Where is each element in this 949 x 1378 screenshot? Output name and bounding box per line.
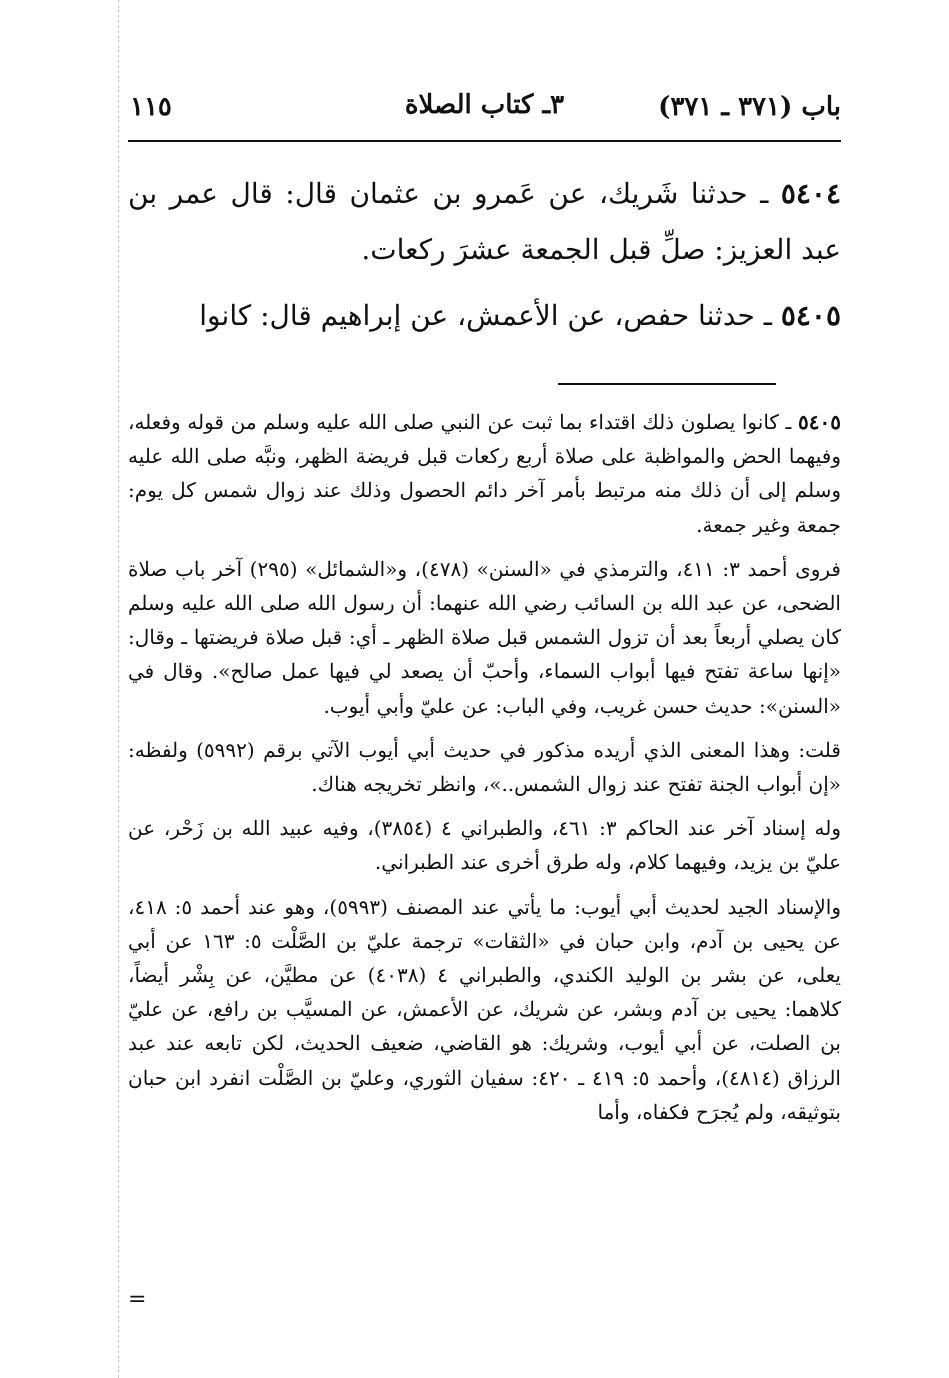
running-header	[128, 80, 841, 136]
chapter-range: باب (٣٧١ ـ ٣٧١)	[658, 92, 841, 122]
main-text	[128, 166, 841, 354]
footnotes	[128, 405, 841, 1139]
hadith-entry	[128, 288, 841, 344]
footnote-paragraph: فروى أحمد ٣: ٤١١، والترمذي في «السنن» (٤٧٨)، و«الشمائل» (٢٩٥) آخر باب صلاة الضحى، عن عبد الله بن السائب رضي الله عنهما: أن رسول الله صلى الله عليه وسلم كان يصلي أربعاً بعد أن تزول الشمس قبل صلاة الظهر ـ أي: قبل صلاة فريضتها ـ وقال: «إنها ساعة تفتح فيها أبواب السماء، وأحبّ أن يصعد لي فيها عمل صالح». وقال في «السنن»: حديث حسن غريب، وفي الباب: عن عليّ وأبي أيوب.	[128, 556, 841, 718]
footnote-number: ٥٤٠٥	[798, 410, 841, 434]
footnote-paragraph: والإسناد الجيد لحديث أبي أيوب: ما يأتي عند المصنف (٥٩٩٣)، وهو عند أحمد ٥: ٤١٨، عن يحيى بن آدم، وابن حبان في «الثقات» ترجمة عليّ بن الصَّلْت ٥: ١٦٣ عن أبي يعلى، عن بشر بن الوليد الكندي، والطبراني ٤ (٤٠٣٨) عن مطيَّن، عن بِشْر أيضاً، كلاهما: يحيى بن آدم وبشر، عن شريك، عن الأعمش، عن المسيَّب بن رافع، عن عليّ بن الصلت، عن أبي أيوب، وشريك: هو القاضي، ضعيف الحديث، لكن تابعه عند عبد الرزاق (٤٨١٤)، وأحمد ٥: ٤١٩ ـ ٤٢٠: سفيان الثوري، وعليّ بن الصَّلْت انفرد ابن حبان بتوثيقه، ولم يُجرَح فكفاه، وأما	[128, 894, 841, 1124]
hadith-number: ٥٤٠٥	[780, 299, 841, 332]
page-edge-line	[118, 0, 119, 1378]
footnote-text: ـ كانوا يصلون ذلك اقتداء بما ثبت عن النبي صلى الله عليه وسلم من قوله وفعله، وفيهما الحض والمواظبة على صلاة أربع ركعات قبل فريضة الظهر، ونبَّه صلى الله عليه وسلم إلى أن ذلك منه مرتبط بأمر آخر دائم الحصول وذلك عند زوال شمس كل يوم: جمعة وغير جمعة.	[128, 410, 841, 537]
footnote-paragraph: وله إسناد آخر عند الحاكم ٣: ٤٦١، والطبراني ٤ (٣٨٥٤)، وفيه عبيد الله بن زَحْر، عن عليّ بن يزيد، وفيهما كلام، وله طرق أخرى عند الطبراني.	[128, 816, 841, 875]
header-rule	[128, 140, 841, 142]
footnote-paragraph	[128, 405, 841, 542]
hadith-text: ـ حدثنا حفص، عن الأعمش، عن إبراهيم قال: كانوا	[199, 299, 781, 332]
page-number: ١١٥	[130, 92, 172, 122]
footnote-paragraph: قلت: وهذا المعنى الذي أريده مذكور في حديث أبي أيوب الآتي برقم (٥٩٩٢) ولفظه: «إن أبواب الجنة تفتح عند زوال الشمس..»، وانظر تخريجه هناك.	[128, 737, 841, 797]
hadith-number: ٥٤٠٤	[780, 177, 841, 210]
footnote-separator	[558, 383, 776, 385]
continuation-mark: =	[128, 1287, 147, 1312]
hadith-entry	[128, 166, 841, 278]
book-page	[128, 0, 841, 1378]
book-title: ٣ـ كتاب الصلاة	[404, 90, 565, 120]
hadith-text: ـ حدثنا شَريك، عن عَمرو بن عثمان قال: قال عمر بن عبد العزيز: صلِّ قبل الجمعة عشرَ ركعات.	[128, 177, 841, 266]
